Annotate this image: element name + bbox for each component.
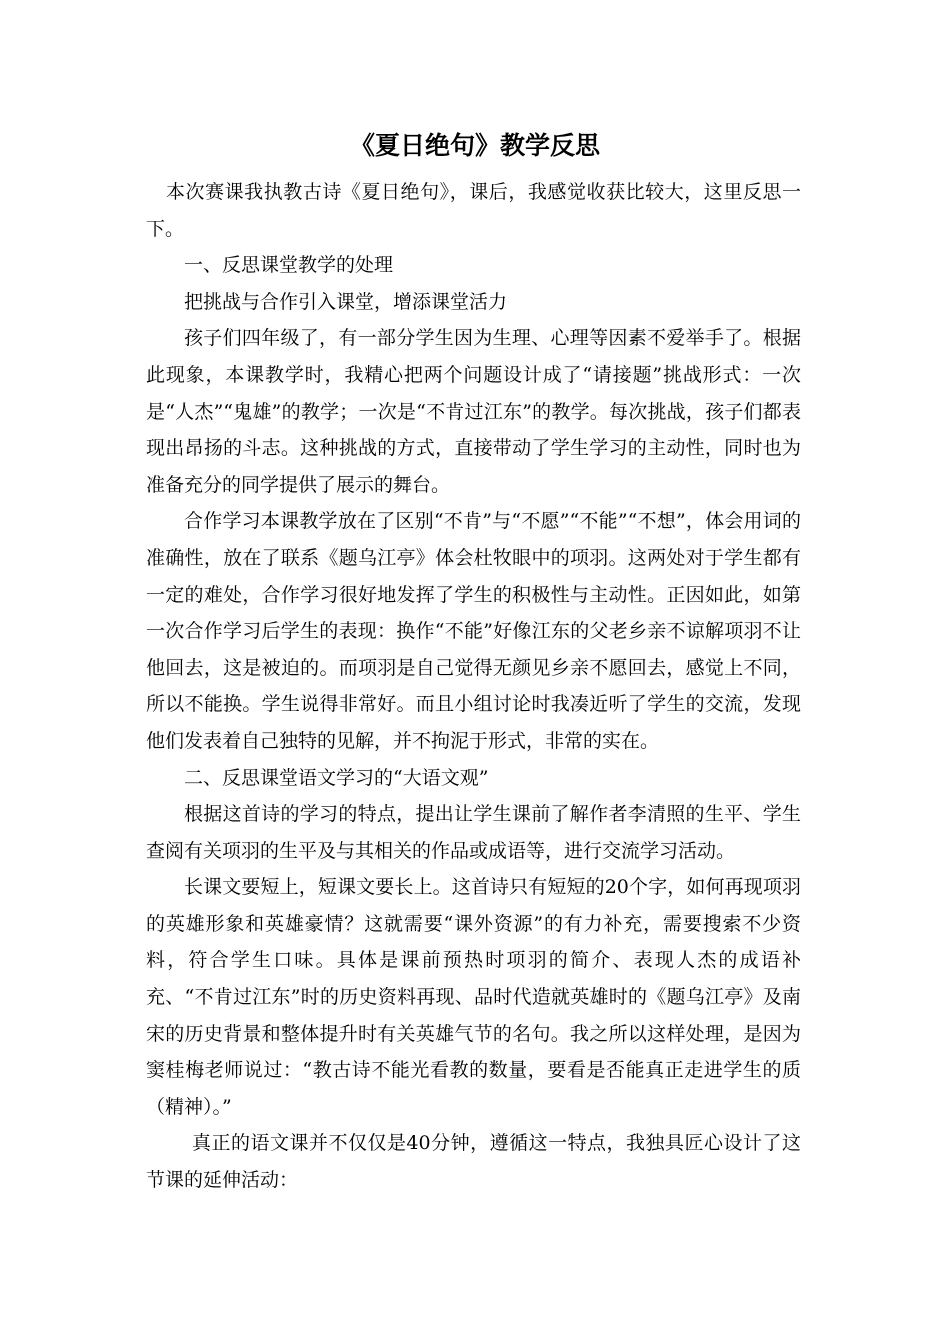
section-heading-1: 一、反思课堂教学的处理	[184, 254, 394, 277]
paragraph-challenge: 孩子们四年级了，有一部分学生因为生理、心理等因素不爱举手了。根据此现象，本课教学时，我精心把两个问题设计成了“请接题”挑战形式：一次是“人杰”“鬼雄”的教学；一次是“不肯过江东”的教学。每次挑战，孩子们都表现出昂扬的斗志。这种挑战的方式，直接带动了学生学习的主动性，同时也为准备充分的同学提供了展示的舞台。	[146, 327, 801, 496]
section-heading-2: 二、反思课堂语文学习的“大语文观”	[184, 766, 489, 789]
paragraph-intro: 本次赛课我执教古诗《夏日绝句》，课后，我感觉收获比较大，这里反思一下。	[146, 181, 801, 240]
document-title: 《夏日绝句》教学反思	[349, 131, 600, 160]
paragraph-cooperation: 合作学习本课教学放在了区别“不肯”与“不愿”“不能”“不想”，体会用词的准确性，放在了联系《题乌江亭》体会杜牧眼中的项羽。这两处对于学生都有一定的难处，合作学习很好地发挥了学生的积极性与主动性。正因如此，如第一次合作学习后学生的表现：换作“不能”好像江东的父老乡亲不谅解项羽不让他回去，这是被迫的。而项羽是自己觉得无颜见乡亲不愿回去，感觉上不同，所以不能换。学生说得非常好。而且小组讨论时我凑近听了学生的交流，发现他们发表着自己独特的见解，并不拘泥于形式，非常的实在。	[146, 510, 801, 752]
subheading-challenge-cooperation: 把挑战与合作引入课堂，增添课堂活力	[184, 290, 508, 313]
paragraph-preview: 根据这首诗的学习的特点，提出让学生课前了解作者李清照的生平、学生查阅有关项羽的生平及与其相关的作品或成语等，进行交流学习活动。	[146, 803, 801, 862]
document-body	[146, 174, 801, 1199]
paragraph-resources: 长课文要短上，短课文要长上。这首诗只有短短的20个字，如何再现项羽的英雄形象和英雄豪情？这就需要“课外资源”的有力补充，需要搜索不少资料，符合学生口味。具体是课前预热时项羽的简介、表现人杰的成语补充、“不肯过江东”时的历史资料再现、品时代造就英雄时的《题乌江亭》及南宋的历史背景和整体提升时有关英雄气节的名句。我之所以这样处理，是因为窦桂梅老师说过：“教古诗不能光看教的数量，要看是否能真正走进学生的质（精神）。”	[146, 876, 801, 1118]
paragraph-extension: 真正的语文课并不仅仅是40分钟，遵循这一特点，我独具匠心设计了这节课的延伸活动：	[146, 1132, 801, 1192]
